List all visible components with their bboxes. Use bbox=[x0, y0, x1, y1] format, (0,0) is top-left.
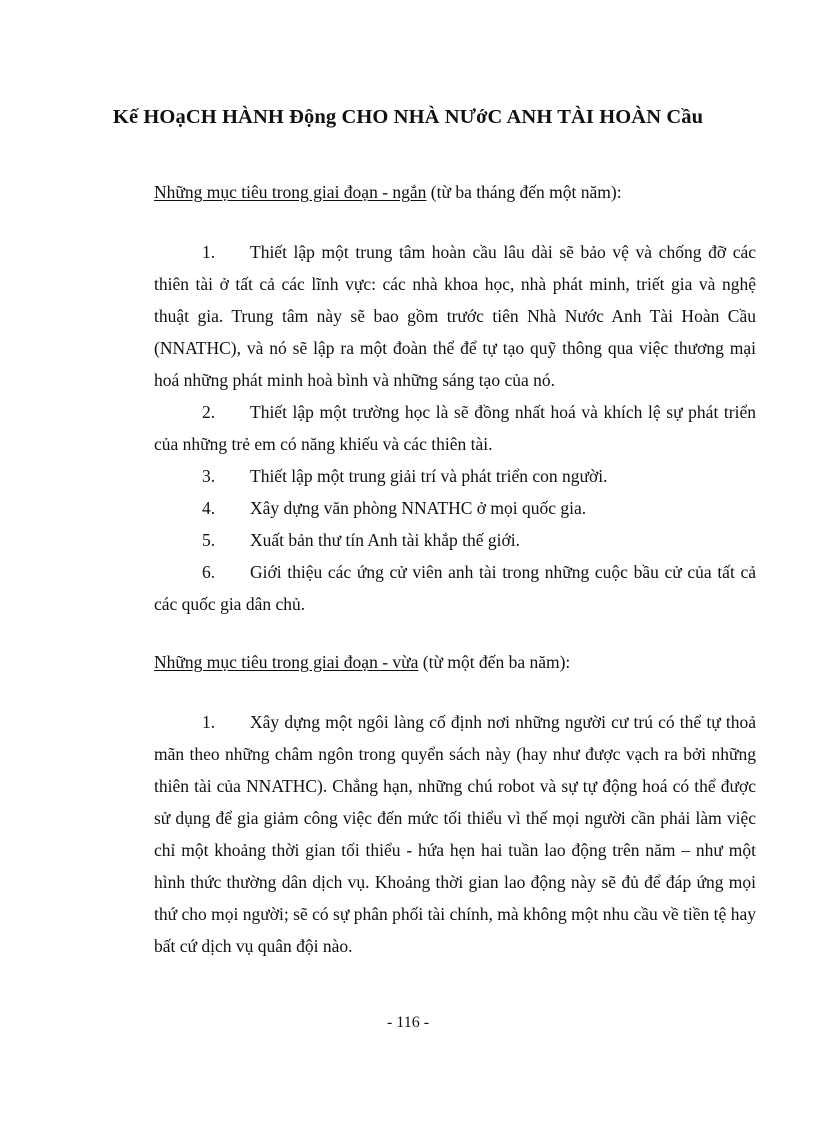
page-title: Kế HOạCH HÀNH Động CHO NHÀ NƯớC ANH TÀI HOÀN Cầu bbox=[112, 106, 704, 128]
list-item-number: 3. bbox=[202, 466, 216, 486]
page-number: - 116 - bbox=[386, 1014, 430, 1031]
list-item bbox=[154, 236, 756, 396]
list-item bbox=[154, 706, 756, 962]
section-heading-rest: (từ ba tháng đến một năm): bbox=[426, 182, 622, 202]
section-heading-underlined: Những mục tiêu trong giai đoạn - ngắn bbox=[154, 182, 427, 202]
list-item bbox=[154, 556, 756, 620]
section-heading-rest: (từ một đến ba năm): bbox=[418, 652, 571, 672]
list-item-text: Xây dựng một ngôi làng cố định nơi những người cư trú có thể tự thoả mãn theo những châm ngôn trong quyển sách này (hay như được vạch ra bởi những thiên tài của NNATHC). Chẳng hạn, những chú robot và sự tự động hoá có thể được sử dụng để gia giảm công việc đến mức tối thiểu vì thế mọi người cần phải làm việc chỉ một khoảng thời gian tối thiểu - hứa hẹn hai tuần lao động trên năm – như một hình thức thường dân dịch vụ. Khoảng thời gian lao động này sẽ đủ để đáp ứng mọi thứ cho mọi người; sẽ có sự phân phối tài chính, mà không một nhu cầu về tiền tệ hay bất cứ dịch vụ quân đội nào. bbox=[154, 712, 756, 956]
list-item-number: 2. bbox=[202, 402, 216, 422]
list-item-number: 4. bbox=[202, 498, 216, 518]
list-item bbox=[154, 396, 756, 460]
list-item bbox=[154, 524, 756, 556]
list-item-number: 6. bbox=[202, 562, 216, 582]
list-item-number: 5. bbox=[202, 530, 216, 550]
list-item bbox=[154, 460, 756, 492]
list-item-number: 1. bbox=[202, 712, 216, 732]
list-item-text: Thiết lập một trường học là sẽ đồng nhất hoá và khích lệ sự phát triển của những trẻ em có năng khiếu và các thiên tài. bbox=[154, 402, 756, 454]
section-heading-underlined: Những mục tiêu trong giai đoạn - vừa bbox=[154, 652, 419, 672]
list-item-text: Xây dựng văn phòng NNATHC ở mọi quốc gia. bbox=[250, 498, 587, 518]
section-heading-short-term bbox=[154, 182, 622, 203]
list-item-number: 1. bbox=[202, 242, 216, 262]
list-item-text: Giới thiệu các ứng cử viên anh tài trong những cuộc bầu cử của tất cả các quốc gia dân chủ. bbox=[154, 562, 756, 614]
list-item-text: Thiết lập một trung giải trí và phát triển con người. bbox=[250, 466, 608, 486]
list-item bbox=[154, 492, 756, 524]
list-item-text: Xuất bản thư tín Anh tài khắp thế giới. bbox=[250, 530, 521, 550]
section-heading-medium-term bbox=[154, 652, 570, 673]
list-item-text: Thiết lập một trung tâm hoàn cầu lâu dài sẽ bảo vệ và chống đỡ các thiên tài ở tất cả các lĩnh vực: các nhà khoa học, nhà phát minh, triết gia và nghệ thuật gia. Trung tâm này sẽ bao gồm trước tiên Nhà Nước Anh Tài Hoàn Cầu (NNATHC), và nó sẽ lập ra một đoàn thể để tự tạo quỹ thông qua việc thương mại hoá những phát minh hoà bình và những sáng tạo của nó. bbox=[154, 242, 756, 390]
